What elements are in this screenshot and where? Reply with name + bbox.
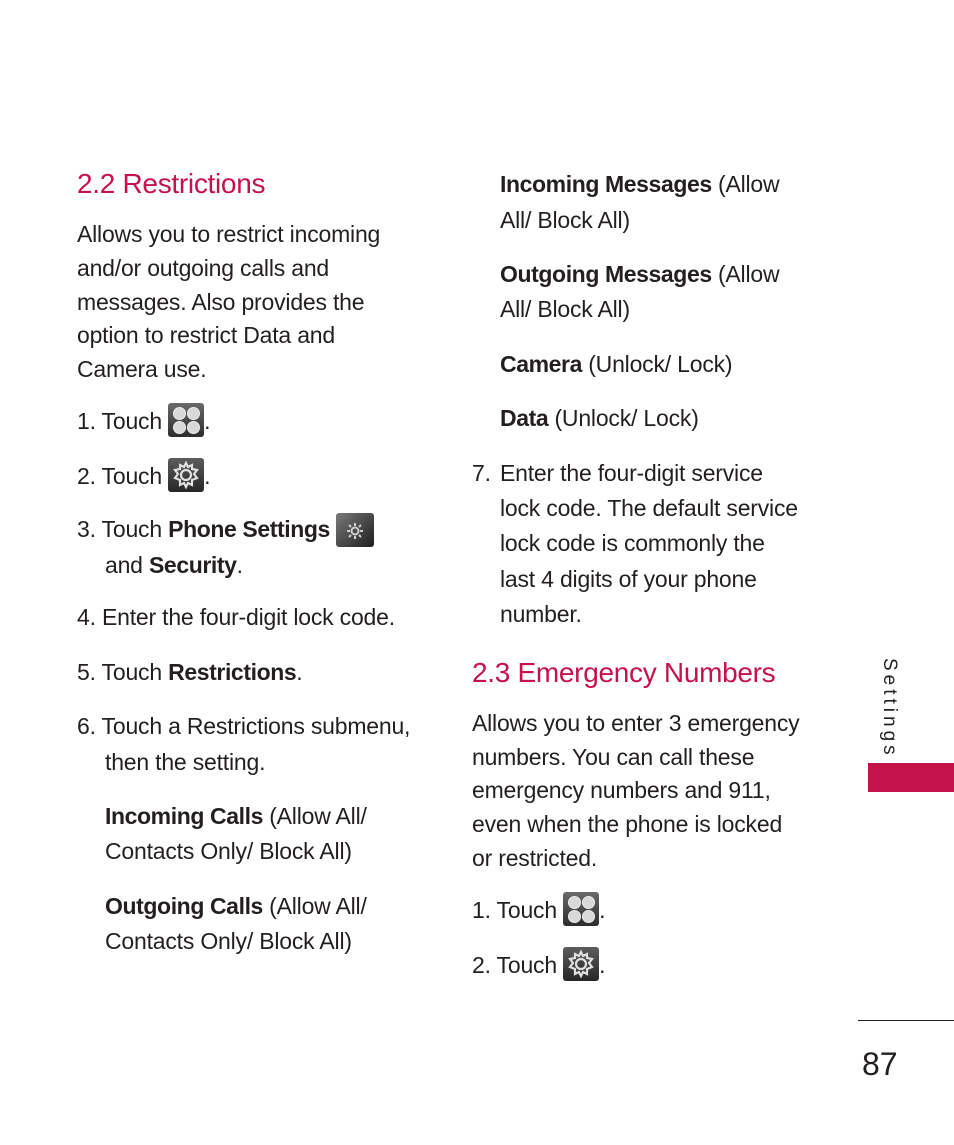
step-2 — [77, 458, 210, 493]
outgoing-calls-label: Outgoing Calls — [105, 893, 263, 919]
emergency-heading: 2.3 Emergency Numbers — [472, 657, 776, 688]
phone-settings-label: Phone Settings — [168, 516, 330, 542]
outgoing-calls-options: (Allow All/ — [269, 893, 367, 919]
step-7-line: Enter the four-digit service — [500, 460, 763, 486]
incoming-messages-options: (Allow — [717, 171, 780, 197]
step-3 — [77, 512, 374, 547]
step-7-line: last 4 digits of your phone — [500, 566, 757, 592]
step-1-text: 1. Touch — [77, 408, 162, 434]
restrictions-intro-line: Camera use. — [77, 356, 207, 382]
emergency-intro-line: even when the phone is locked — [472, 811, 783, 837]
step-3-line-2 — [105, 548, 243, 582]
restrictions-intro-line: Allows you to restrict incoming — [77, 221, 381, 247]
step-7-line: lock code is commonly the — [500, 530, 765, 556]
step-5 — [77, 655, 302, 689]
submenu-incoming-messages-line-2: All/ Block All) — [500, 207, 630, 233]
incoming-messages-label: Incoming Messages — [500, 171, 712, 197]
incoming-calls-options: (Allow All/ — [269, 803, 367, 829]
submenu-camera — [500, 347, 732, 381]
submenu-outgoing-messages-line-2: All/ Block All) — [500, 296, 630, 322]
emergency-intro-line: numbers. You can call these — [472, 744, 755, 770]
submenu-outgoing-calls-line-2: Contacts Only/ Block All) — [105, 928, 352, 954]
camera-label: Camera — [500, 351, 582, 377]
submenu-data — [500, 401, 699, 435]
and-text: and — [105, 552, 143, 578]
submenu-outgoing-messages — [500, 257, 779, 291]
step-3-text: 3. Touch — [77, 516, 162, 542]
security-label: Security — [148, 552, 237, 578]
restrictions-intro-line: and/or outgoing calls and — [77, 255, 330, 281]
phone-settings-icon — [336, 513, 374, 547]
section-side-label: Settings — [879, 658, 900, 759]
emergency-step-1 — [472, 892, 605, 927]
section-tab-marker — [868, 763, 954, 792]
emergency-step-1-text: 1. Touch — [472, 897, 557, 923]
submenu-incoming-calls-line-2: Contacts Only/ Block All) — [105, 838, 352, 864]
restrictions-intro-line: messages. Also provides the — [77, 289, 365, 315]
camera-options: (Unlock/ Lock) — [588, 351, 733, 377]
period: . — [296, 659, 303, 685]
emergency-intro-line: emergency numbers and 911, — [472, 777, 771, 803]
restrictions-heading: 2.2 Restrictions — [77, 168, 266, 199]
period: . — [204, 408, 211, 434]
submenu-outgoing-calls — [105, 889, 367, 923]
apps-grid-icon — [168, 403, 204, 437]
emergency-step-2 — [472, 947, 605, 982]
step-5-text: 5. Touch — [77, 659, 162, 685]
step-1 — [77, 403, 210, 438]
apps-grid-icon — [563, 892, 599, 926]
step-6-line-2: then the setting. — [105, 749, 266, 775]
step-7-number: 7. — [472, 460, 491, 486]
submenu-incoming-calls — [105, 799, 367, 833]
period: . — [599, 897, 606, 923]
step-2-text: 2. Touch — [77, 463, 162, 489]
incoming-calls-label: Incoming Calls — [105, 803, 263, 829]
settings-gear-icon — [563, 947, 599, 981]
data-label: Data — [500, 405, 549, 431]
data-options: (Unlock/ Lock) — [554, 405, 699, 431]
step-7-line: number. — [500, 601, 582, 627]
step-4: 4. Enter the four-digit lock code. — [77, 604, 395, 630]
emergency-intro-line: or restricted. — [472, 845, 598, 871]
restrictions-label: Restrictions — [168, 659, 297, 685]
page-number: 87 — [862, 1046, 898, 1082]
period: . — [599, 952, 606, 978]
outgoing-messages-label: Outgoing Messages — [500, 261, 712, 287]
emergency-intro-line: Allows you to enter 3 emergency — [472, 710, 800, 736]
emergency-step-2-text: 2. Touch — [472, 952, 557, 978]
period: . — [236, 552, 243, 578]
step-6-line-1: 6. Touch a Restrictions submenu, — [77, 713, 411, 739]
page-number-rule — [858, 1020, 954, 1021]
settings-gear-icon — [168, 458, 204, 492]
submenu-incoming-messages — [500, 167, 779, 201]
outgoing-messages-options: (Allow — [717, 261, 780, 287]
period: . — [204, 463, 211, 489]
step-7-line: lock code. The default service — [500, 495, 798, 521]
restrictions-intro-line: option to restrict Data and — [77, 322, 335, 348]
